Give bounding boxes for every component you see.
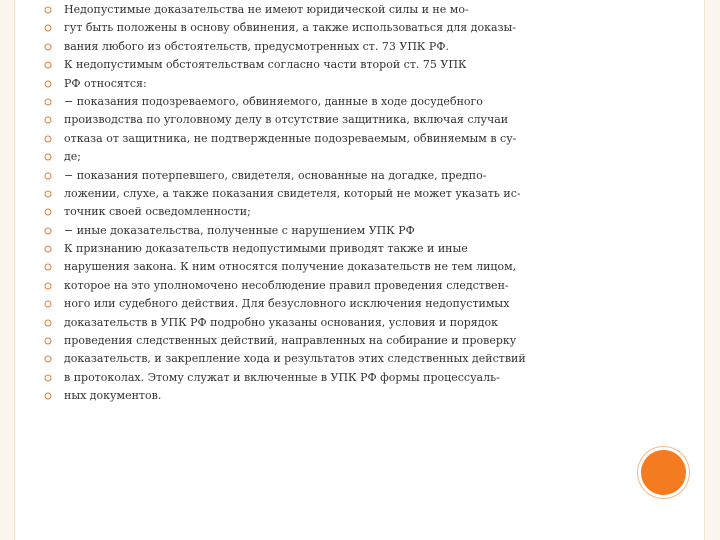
list-item bbox=[44, 369, 564, 387]
list-item-text: ных документов. bbox=[64, 389, 162, 403]
frame-divider-left bbox=[14, 0, 15, 540]
list-item bbox=[44, 93, 564, 111]
hollow-circle-bullet-icon bbox=[44, 300, 52, 308]
list-item-text: − иные доказательства, полученные с нарушением УПК РФ bbox=[64, 223, 415, 237]
list-item-text: проведения следственных действий, направленных на собирание и проверку bbox=[64, 334, 517, 348]
list-item-text: в протоколах. Этому служат и включенные в УПК РФ формы процессуаль- bbox=[64, 370, 500, 384]
list-item-text: − показания потерпевшего, свидетеля, основанные на догадке, предпо- bbox=[64, 168, 487, 182]
list-item bbox=[44, 167, 564, 185]
slide-frame-right bbox=[705, 0, 720, 540]
hollow-circle-bullet-icon bbox=[44, 282, 52, 290]
hollow-circle-bullet-icon bbox=[44, 116, 52, 124]
list-item-text: доказательств, и закрепление хода и результатов этих следственных действий bbox=[64, 352, 526, 366]
list-item bbox=[44, 350, 564, 368]
list-item-text: де; bbox=[64, 150, 81, 164]
hollow-circle-bullet-icon bbox=[44, 319, 52, 327]
list-item-text: нарушения закона. К ним относятся получение доказательств не тем лицом, bbox=[64, 260, 517, 274]
list-item-text: Недопустимые доказательства не имеют юридической силы и не мо- bbox=[64, 3, 469, 16]
hollow-circle-bullet-icon bbox=[44, 98, 52, 106]
list-item bbox=[44, 295, 564, 313]
bullet-list bbox=[44, 1, 564, 406]
list-item bbox=[44, 56, 564, 74]
slide-frame-left bbox=[0, 0, 14, 540]
list-item bbox=[44, 203, 564, 221]
list-item-text: К признанию доказательств недопустимыми приводят также и иные bbox=[64, 242, 468, 256]
list-item-text: производства по уголовному делу в отсутствие защитника, включая случаи bbox=[64, 113, 509, 127]
list-item bbox=[44, 258, 564, 276]
hollow-circle-bullet-icon bbox=[44, 374, 52, 382]
hollow-circle-bullet-icon bbox=[44, 392, 52, 400]
list-item-text: РФ относятся: bbox=[64, 76, 147, 90]
hollow-circle-bullet-icon bbox=[44, 172, 52, 180]
list-item bbox=[44, 185, 564, 203]
list-item bbox=[44, 387, 564, 405]
list-item-text: К недопустимым обстоятельствам согласно части второй ст. 75 УПК bbox=[64, 58, 467, 72]
hollow-circle-bullet-icon bbox=[44, 227, 52, 235]
list-item bbox=[44, 240, 564, 258]
list-item-text: которое на это уполномочено несоблюдение правил проведения следствен- bbox=[64, 278, 509, 292]
list-item-text: − показания подозреваемого, обвиняемого, данные в ходе досудебного bbox=[64, 94, 483, 108]
hollow-circle-bullet-icon bbox=[44, 6, 52, 14]
list-item bbox=[44, 314, 564, 332]
list-item-text: гут быть положены в основу обвинения, а также использоваться для доказы- bbox=[64, 21, 516, 35]
list-item-text: вания любого из обстоятельств, предусмотренных ст. 73 УПК РФ. bbox=[64, 39, 449, 53]
list-item bbox=[44, 1, 564, 19]
list-item bbox=[44, 130, 564, 148]
hollow-circle-bullet-icon bbox=[44, 337, 52, 345]
list-item bbox=[44, 111, 564, 129]
hollow-circle-bullet-icon bbox=[44, 245, 52, 253]
list-item bbox=[44, 332, 564, 350]
hollow-circle-bullet-icon bbox=[44, 135, 52, 143]
hollow-circle-bullet-icon bbox=[44, 43, 52, 51]
list-item bbox=[44, 38, 564, 56]
list-item-text: доказательств в УПК РФ подробно указаны основания, условия и порядок bbox=[64, 315, 498, 329]
list-item bbox=[44, 148, 564, 166]
list-item bbox=[44, 222, 564, 240]
hollow-circle-bullet-icon bbox=[44, 80, 52, 88]
list-item bbox=[44, 277, 564, 295]
list-item bbox=[44, 19, 564, 37]
list-item-text: точник своей осведомленности; bbox=[64, 205, 251, 219]
hollow-circle-bullet-icon bbox=[44, 263, 52, 271]
list-item-text: ложении, слухе, а также показания свидетеля, который не может указать ис- bbox=[64, 186, 521, 200]
list-item bbox=[44, 75, 564, 93]
hollow-circle-bullet-icon bbox=[44, 208, 52, 216]
hollow-circle-bullet-icon bbox=[44, 61, 52, 69]
hollow-circle-bullet-icon bbox=[44, 24, 52, 32]
list-item-text: ного или судебного действия. Для безусловного исключения недопустимых bbox=[64, 297, 510, 311]
hollow-circle-bullet-icon bbox=[44, 355, 52, 363]
list-item-text: отказа от защитника, не подтвержденные подозреваемым, обвиняемым в су- bbox=[64, 131, 517, 145]
hollow-circle-bullet-icon bbox=[44, 190, 52, 198]
decorative-orange-circle bbox=[641, 450, 686, 495]
hollow-circle-bullet-icon bbox=[44, 153, 52, 161]
